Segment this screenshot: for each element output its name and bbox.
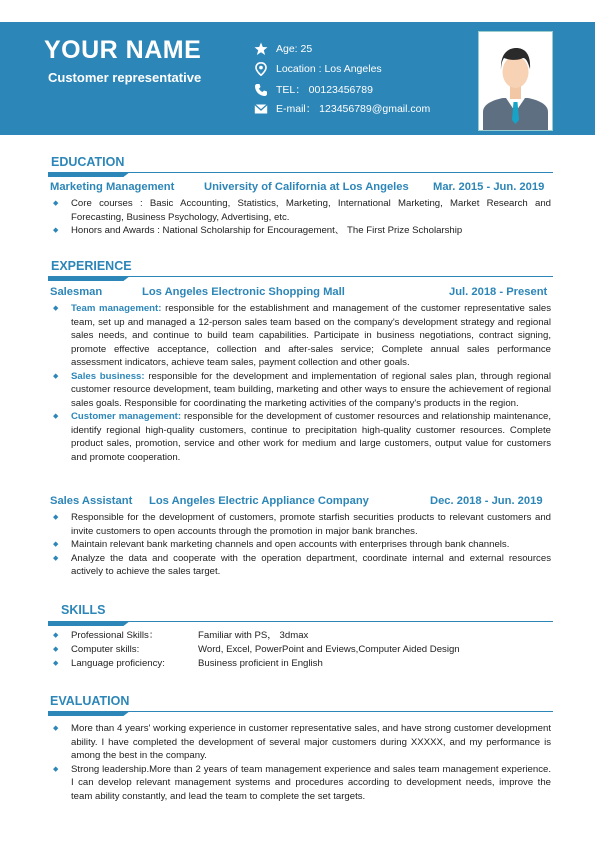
list-item	[53, 410, 551, 464]
experience-tab	[48, 276, 130, 281]
list-item: ◆ Responsible for the development of customers, promote starfish securities products to relevant customers and invite customers to open accounts through the promotion in major bank branches.	[53, 511, 551, 538]
candidate-name: YOUR NAME	[44, 36, 202, 64]
bullet-keyword: Customer management:	[71, 411, 182, 422]
location-row	[254, 62, 382, 76]
evaluation-list	[53, 722, 551, 803]
job2-title: Sales Assistant	[50, 495, 133, 507]
bullet-text: responsible for the development and implementation of regional sales plan, through regional customer resource development, team building, marketing and other ways to ensure the achievement of regional sales goals. Responsible for coordinating the marketing activities of the company's products in the region.	[71, 370, 551, 409]
avatar-icon	[479, 32, 552, 130]
list-item: ◆ Strong leadership.More than 2 years of team management experience and sales team management experience. I can develop relevant management systems and procedures according to development needs, improve the team ability constantly, and lead the team to complete the set targets.	[53, 763, 551, 804]
education-heading: EDUCATION	[51, 155, 125, 169]
age-row	[254, 42, 312, 56]
email-row	[254, 101, 430, 116]
education-major: Marketing Management	[50, 181, 175, 193]
list-item: ◆ Honors and Awards : National Scholarship for Encouragement、 The First Prize Scholarship	[53, 224, 551, 238]
list-item	[53, 629, 460, 643]
job1-company: Los Angeles Electronic Shopping Mall	[142, 286, 345, 298]
skill-value: Business proficient in English	[198, 658, 323, 669]
job2-list	[53, 511, 551, 579]
bullet-text: responsible for the development of customer resources and relationship maintenance, identify regional high-quality customers, continue to precipitation high-quality customer resources. Complete product sales, promotion, service and other work for medium and large customers, output value for customers and promote cooperation.	[71, 411, 551, 463]
skills-list	[53, 629, 460, 671]
list-item: ◆ Maintain relevant bank marketing channels and open accounts with enterprises through bank channels.	[53, 538, 551, 552]
age-text: Age: 25	[276, 43, 313, 55]
job2-company: Los Angeles Electric Appliance Company	[149, 495, 369, 507]
skill-label: ◆ Computer skills:	[71, 644, 140, 655]
tel-row	[254, 82, 373, 97]
tel-text: TEL： 00123456789	[276, 84, 373, 96]
list-item	[53, 302, 551, 370]
skills-tab	[48, 621, 130, 626]
education-list	[53, 197, 551, 238]
bullet-text: responsible for the establishment and management of the customer representative sales team, set up and managed a 12-person sales team based on the company's development strategy and regional sales needs, and continue to build team capabilities. Participate in business negotiations, contract signing, promote effective acceptance, collection and after-sales service; Complete annual sales performance assessment indicators, achieve team sales, payment collection and other goals.	[71, 303, 551, 368]
job1-title: Salesman	[50, 286, 103, 298]
skills-heading: SKILLS	[61, 603, 106, 617]
list-item	[53, 643, 460, 657]
list-item: ◆ Analyze the data and cooperate with the operation department, coordinate internal and external resources actively to achieve the sales target.	[53, 552, 551, 579]
evaluation-tab	[48, 711, 130, 716]
candidate-role: Customer representative	[48, 70, 202, 85]
job1-list	[53, 302, 551, 464]
email-text: E-mail： 123456789@gmail.com	[276, 103, 431, 115]
bullet-keyword: Sales business:	[71, 370, 145, 382]
evaluation-heading: EVALUATION	[50, 694, 130, 708]
skill-value: Word, Excel, PowerPoint and Eviews,Computer Aided Design	[198, 644, 460, 655]
education-date: Mar. 2015 - Jun. 2019	[433, 181, 545, 193]
profile-photo	[478, 31, 553, 131]
location-pin-icon	[254, 62, 268, 76]
skill-value: Familiar with PS， 3dmax	[198, 630, 309, 641]
bullet-keyword: Team management:	[71, 303, 162, 314]
list-item	[53, 657, 460, 671]
skill-label: ◆ Language proficiency:	[71, 658, 165, 669]
envelope-icon	[254, 102, 268, 116]
list-item: ◆ Core courses : Basic Accounting, Statistics, Marketing, International Marketing, Market Research and Forecasting, Business Psychology, Advertising, etc.	[53, 197, 551, 224]
education-tab	[48, 172, 130, 177]
skill-label: ◆ Professional Skills：	[71, 630, 159, 641]
job2-date: Dec. 2018 - Jun. 2019	[430, 495, 543, 507]
phone-icon	[254, 83, 268, 97]
location-text: Location : Los Angeles	[276, 63, 382, 75]
experience-heading: EXPERIENCE	[51, 259, 132, 273]
list-item	[53, 370, 551, 411]
education-school: University of California at Los Angeles	[204, 181, 409, 193]
job1-date: Jul. 2018 - Present	[449, 286, 548, 298]
list-item: ◆ More than 4 years' working experience in customer representative sales, and have strong customer development ability. I have completed the development of several major customers during XXXXX, and my performance is among the best in the company.	[53, 722, 551, 763]
star-icon	[254, 42, 268, 56]
